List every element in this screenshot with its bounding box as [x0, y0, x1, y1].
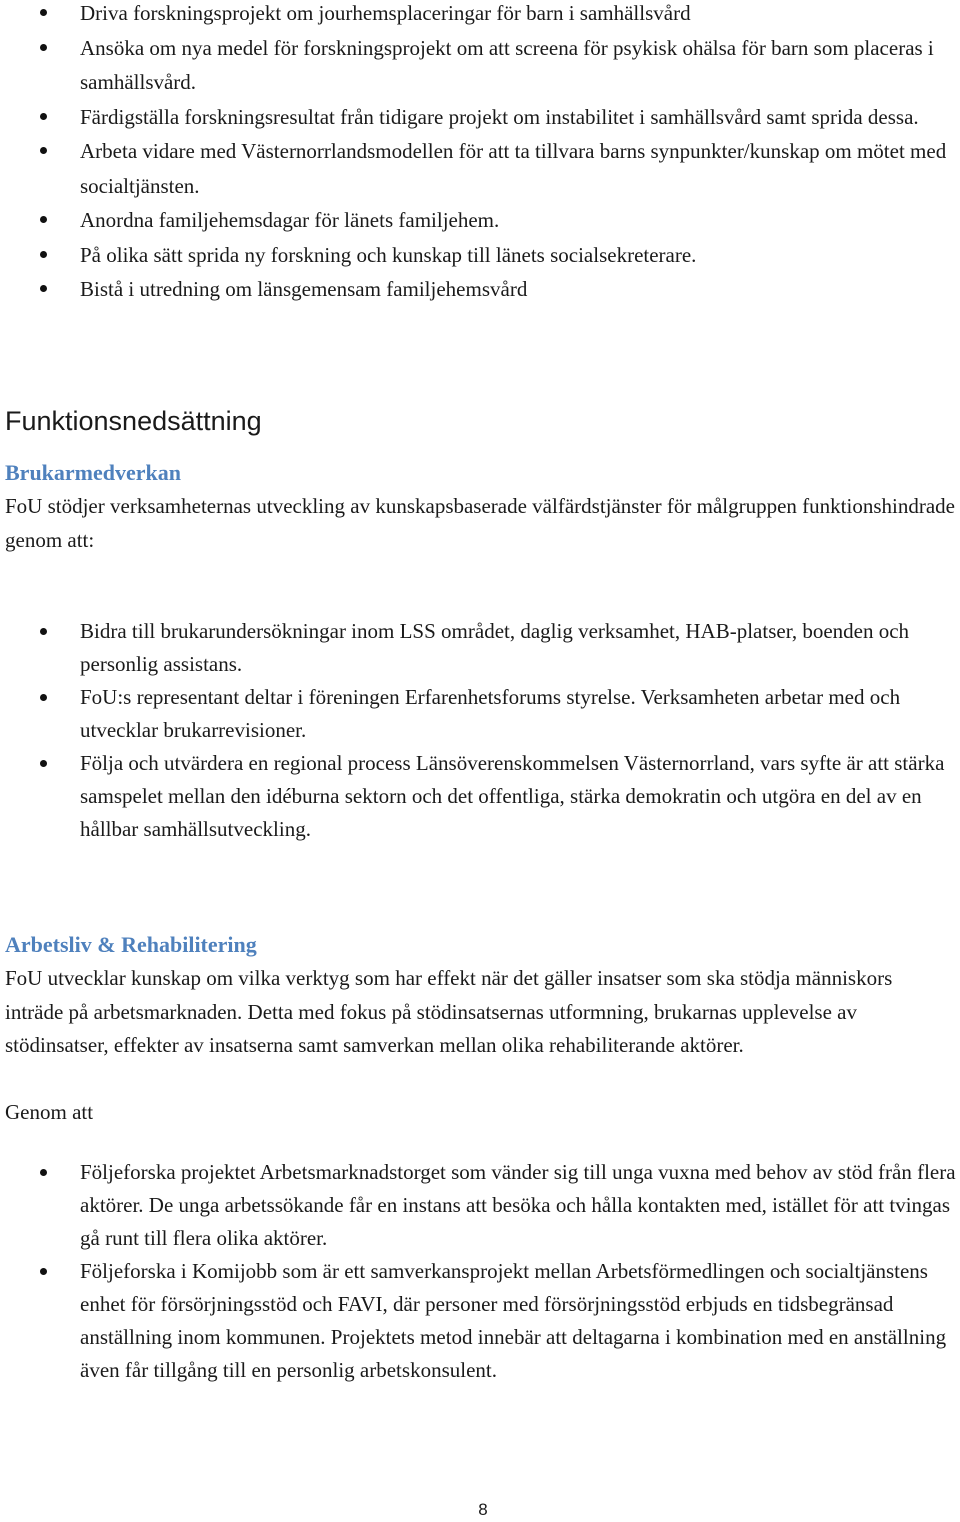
list-item — [0, 134, 960, 203]
list-item — [0, 747, 960, 846]
list-item-text: Följeforska i Komijobb som är ett samverkansprojekt mellan Arbetsförmedlingen och socialtjänstens enhet för försörjningsstöd och FAVI, där personer med försörjningsstöd erbjuds en tidsbegränsad anställning inom kommunen. Projektets metod innebär att deltagarna i kombination med en anställning även får tillgång till en personlig arbetskonsulent. — [80, 1259, 947, 1382]
bullet-icon — [40, 285, 47, 292]
bullet-icon — [40, 1169, 47, 1176]
bullet-icon — [40, 760, 47, 767]
bullet-icon — [40, 9, 47, 16]
list-item — [0, 31, 960, 100]
bullet-icon — [40, 216, 47, 223]
list-item-text: Bistå i utredning om länsgemensam familjehemsvård — [80, 277, 528, 301]
bullet-icon — [40, 44, 47, 51]
bullet-icon — [40, 628, 47, 635]
list-item — [0, 681, 960, 747]
top-bullet-list — [0, 0, 960, 307]
list-item-text: Färdigställa forskningsresultat från tidigare projekt om instabilitet i samhällsvård samt sprida dessa. — [80, 104, 919, 129]
list-item — [0, 100, 960, 135]
section2-subheading: Arbetsliv & Rehabilitering — [5, 932, 257, 957]
section2-lead: Genom att — [5, 1100, 94, 1124]
list-item — [0, 1255, 960, 1387]
list-item-text: Följeforska projektet Arbetsmarknadstorget som vänder sig till unga vuxna med behov av stöd från flera aktörer. De unga arbetssökande får en instans att besöka och hålla kontakten med, istället för att tvingas gå runt till flera olika aktörer. — [80, 1160, 956, 1250]
bullet-icon — [40, 147, 47, 154]
list-item — [0, 1156, 960, 1255]
bullet-icon — [40, 694, 47, 701]
section2-bullet-list — [0, 1156, 960, 1387]
list-item-text: Arbeta vidare med Västernorrlandsmodellen för att ta tillvara barns synpunkter/kunskap om mötet med socialtjänsten. — [80, 139, 947, 198]
list-item-text: FoU:s representant deltar i föreningen Erfarenhetsforums styrelse. Verksamheten arbetar med och utvecklar brukarrevisioner. — [80, 685, 901, 742]
section-subheading: Brukarmedverkan — [5, 460, 181, 485]
section-title: Funktionsnedsättning — [5, 406, 262, 436]
list-item — [0, 203, 960, 238]
bullet-icon — [40, 251, 47, 258]
section-bullet-list — [0, 615, 960, 846]
section2-intro: FoU utvecklar kunskap om vilka verktyg som har effekt när det gäller insatser som ska stödja människors inträde på arbetsmarknaden. Detta med fokus på stödinsatsernas utformning, brukarnas upplevelse av stödinsatser, effekter av insatserna samt samverkan mellan olika rehabiliterande aktörer. — [5, 966, 893, 1057]
bullet-icon — [40, 113, 47, 120]
list-item-text: Ansöka om nya medel för forskningsprojekt om att screena för psykisk ohälsa för barn som placeras i samhällsvård. — [80, 35, 934, 94]
list-item-text: Bidra till brukarundersökningar inom LSS området, daglig verksamhet, HAB-platser, boenden och personlig assistans. — [80, 619, 910, 676]
list-item — [0, 238, 960, 273]
list-item-text: Anordna familjehemsdagar för länets familjehem. — [80, 208, 500, 232]
list-item-text: Driva forskningsprojekt om jourhemsplaceringar för barn i samhällsvård — [80, 1, 691, 25]
list-item — [0, 615, 960, 681]
bullet-icon — [40, 1268, 47, 1275]
list-item-text: På olika sätt sprida ny forskning och kunskap till länets socialsekreterare. — [80, 242, 697, 267]
section-intro: FoU stödjer verksamheternas utveckling av kunskapsbaserade välfärdstjänster för målgruppen funktionshindrade genom att: — [5, 494, 955, 552]
list-item — [0, 272, 960, 307]
list-item-text: Följa och utvärdera en regional process Länsöverenskommelsen Västernorrland, vars syfte är att stärka samspelet mellan den idéburna sektorn och det offentliga, stärka demokratin och utgöra en del av en hållbar samhällsutveckling. — [80, 751, 945, 841]
page-number: 8 — [478, 1500, 488, 1519]
list-item — [0, 0, 960, 31]
